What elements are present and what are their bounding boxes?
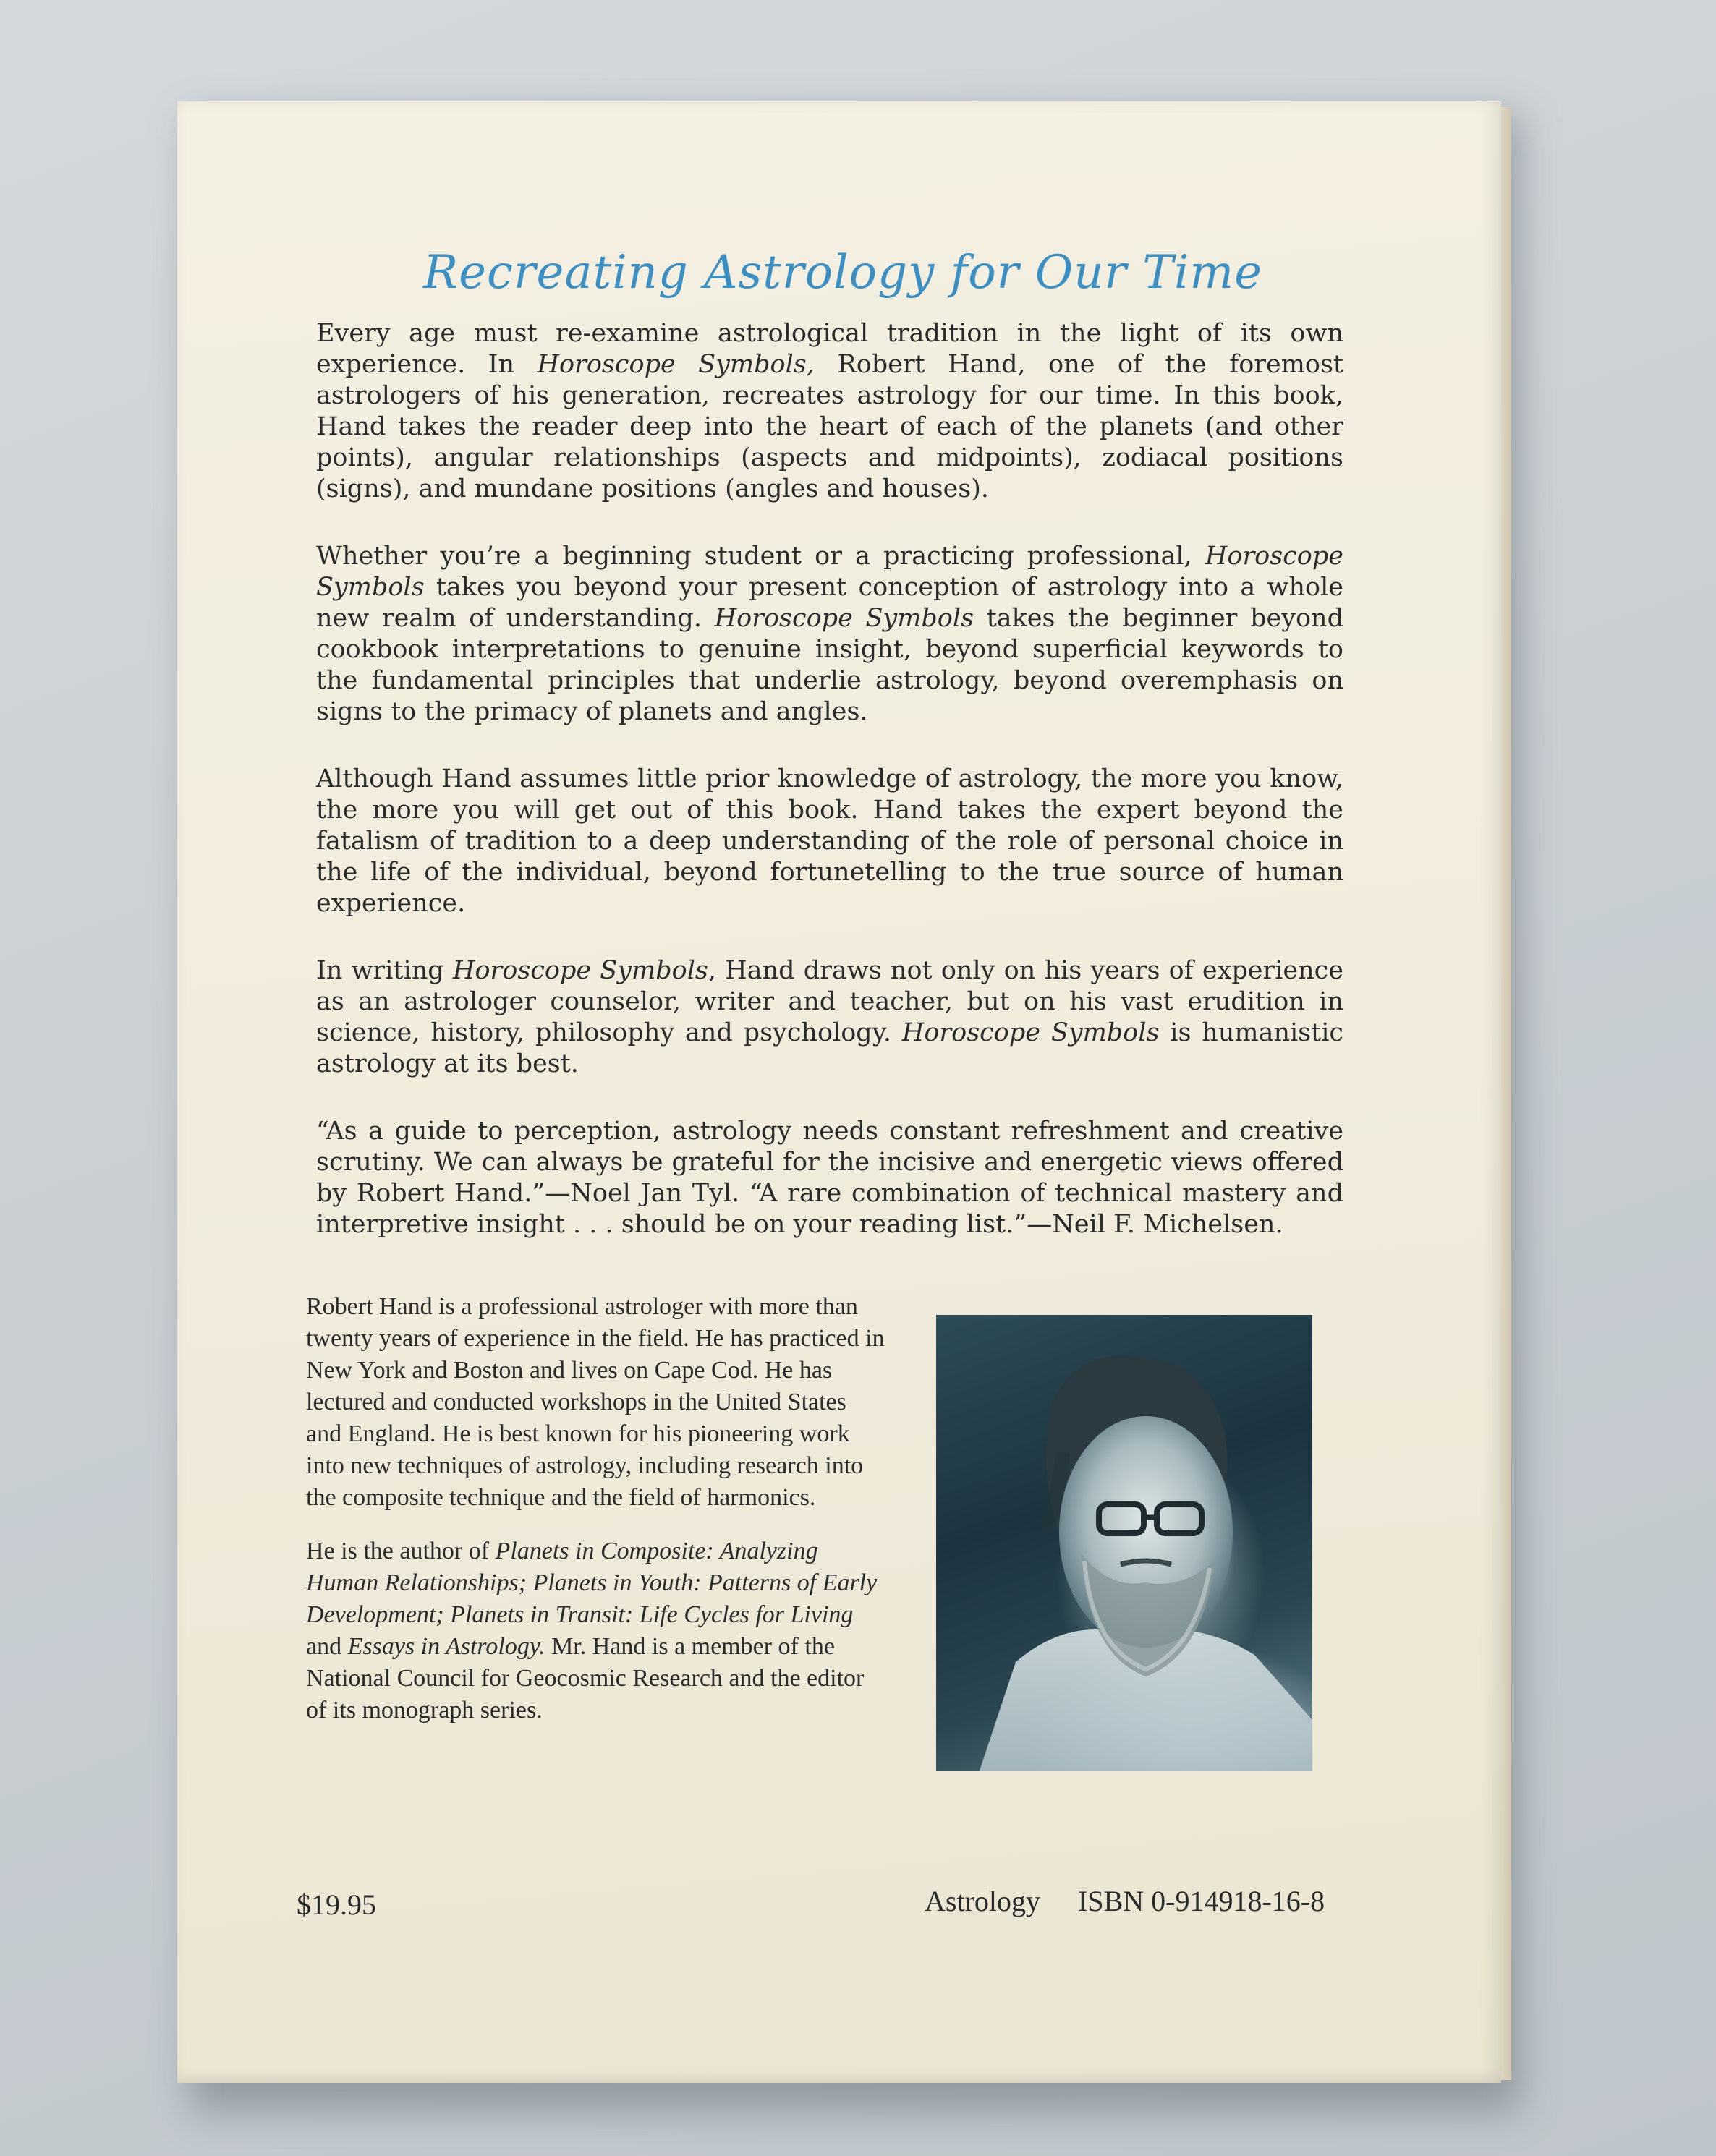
author-bio bbox=[306, 1291, 885, 1748]
subject-label: Astrology bbox=[925, 1885, 1040, 1917]
bio-paragraph: He is the author of Planets in Composite: Analyzing Human Relationships; Planets in Youth: Patterns of Early Development; Planets in Transit: Life Cycles for Living and Essays in Astrology. Mr. Hand is a member of the National Council for Geocosmic Research and the editor of its monograph series. bbox=[306, 1538, 878, 1723]
isbn-label: ISBN 0-914918-16-8 bbox=[1078, 1885, 1325, 1917]
book-back-cover bbox=[177, 101, 1501, 2083]
bio-paragraph: Robert Hand is a professional astrologer with more than twenty years of experience in the field. He has practiced in New York and Boston and lives on Cape Cod. He has lectured and conducted workshops in the United States and England. He is best known for his pioneering work into new techniques of astrology, including research into the composite technique and the field of harmonics. bbox=[306, 1293, 885, 1511]
blurb-paragraph: Every age must re-examine astrological tradition in the light of its own experience. In Horoscope Symbols, Robert Hand, one of the foremost astrologers of his generation, recreates astrology for our time. In this book, Hand takes the reader deep into the heart of each of the planets (and other points), angular relationships (aspects and midpoints), zodiacal positions (signs), and mundane positions (angles and houses). bbox=[316, 319, 1344, 503]
blurb-paragraph: In writing Horoscope Symbols, Hand draws not only on his years of experience as an astrologer counselor, writer and teacher, but on his vast erudition in science, history, philosophy and psychology. Horoscope Symbols is humanistic astrology at its best. bbox=[316, 956, 1343, 1078]
book-page-edge bbox=[1501, 107, 1511, 2080]
author-portrait-illustration bbox=[936, 1315, 1312, 1771]
blurb-text bbox=[316, 318, 1343, 1277]
cover-title: Recreating Astrology for Our Time bbox=[422, 246, 1263, 299]
review-quotes: “As a guide to perception, astrology needs constant refreshment and creative scrutiny. We can always be grateful for the incisive and energetic views offered by Robert Hand.”—Noel Jan Tyl. “A rare combination of technical mastery and interpretive insight . . . should be on your reading list.”—Neil F. Michelsen. bbox=[316, 1117, 1343, 1239]
blurb-paragraph: Whether you’re a beginning student or a practicing professional, Horoscope Symbols takes you beyond your present conception of astrology into a whole new realm of understanding. Horoscope Symbols takes the beginner beyond cookbook interpretations to genuine insight, beyond superficial keywords to the fundamental principles that underlie astrology, beyond overemphasis on signs to the primacy of planets and angles. bbox=[316, 542, 1343, 726]
price-label: $19.95 bbox=[297, 1888, 376, 1921]
author-photo bbox=[936, 1315, 1312, 1771]
blurb-paragraph: Although Hand assumes little prior knowledge of astrology, the more you know, the more you will get out of this book. Hand takes the expert beyond the fatalism of tradition to a deep understanding of the role of personal choice in the life of the individual, beyond fortunetelling to the true source of human experience. bbox=[316, 764, 1343, 918]
